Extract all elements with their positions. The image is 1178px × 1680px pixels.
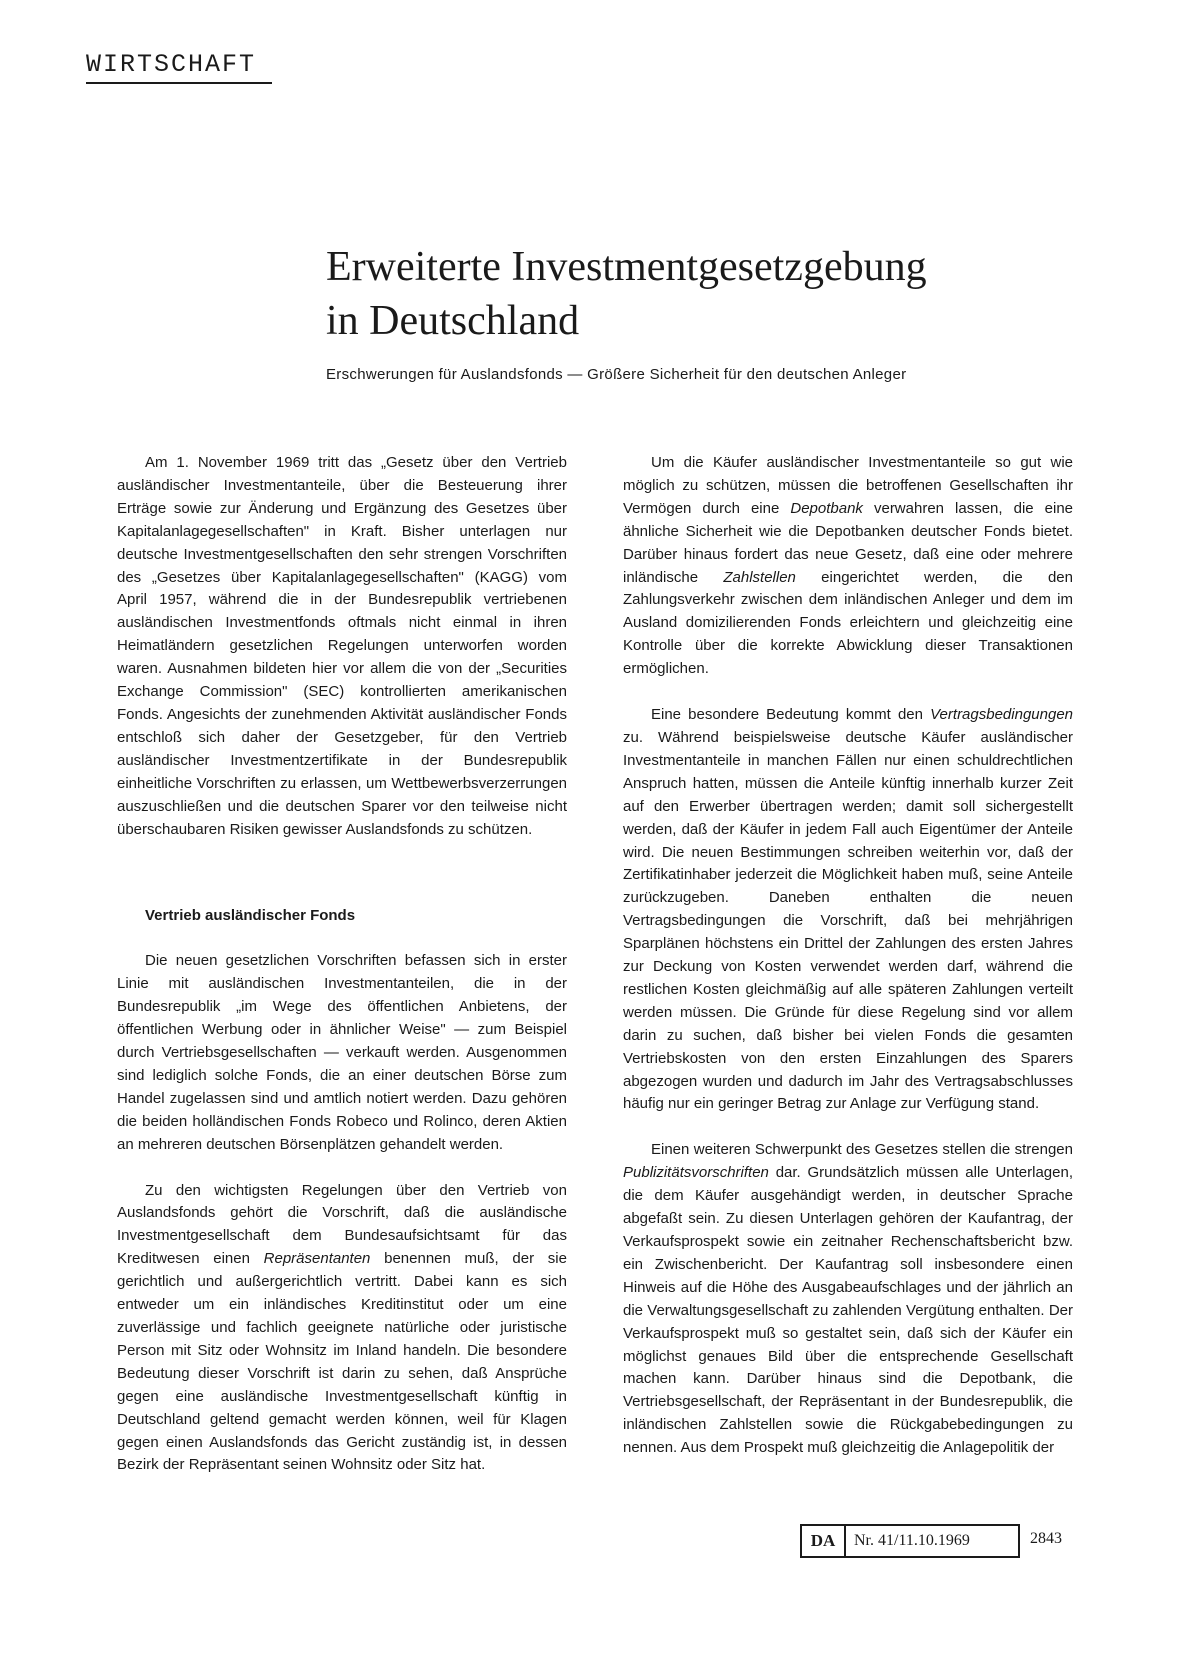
- section-label: WIRTSCHAFT: [86, 50, 257, 79]
- subheading: Vertrieb ausländischer Fonds: [145, 907, 356, 925]
- paragraph: Um die Käufer ausländischer Investmentanteile so gut wie möglich zu schützen, müssen die betroffenen Gesellschaften ihr Vermögen durch eine Depotbank verwahren lassen, die eine ähnliche Sicherheit wie die Depotbanken deutscher Fonds bietet. Darüber hinaus fordert das neue Gesetz, daß eine oder mehrere inländische Zahlstellen eingerichtet werden, die den Zahlungsverkehr zwischen dem inländischen Anleger und dem im Ausland domizilierenden Fonds erleichtern und gleichzeitig eine Kontrolle über die korrekte Abwicklung dieser Transaktionen ermöglichen.: [623, 454, 1074, 678]
- paragraph: Zu den wichtigsten Regelungen über den Vertrieb von Auslandsfonds gehört die Vorschrift, daß die ausländische Investmentgesellschaft dem Bundesaufsichtsamt für das Kreditwesen einen Repräsentanten benennen muß, der sie gerichtlich und außergerichtlich vertritt. Dabei kann es sich entweder um ein inländisches Kreditinstitut oder um eine zuverlässige und fachlich geeignete natürliche oder juristische Person mit Sitz oder Wohnsitz im Inland handeln. Die besondere Bedeutung dieser Vorschrift ist darin zu sehen, daß Ansprüche gegen eine ausländische Investmentgesellschaft künftig in Deutschland geltend gemacht werden können, weil für Klagen gegen einen Auslandsfonds das Gericht zuständig ist, in dessen Bezirk der Repräsentant seinen Wohnsitz oder Sitz hat.: [117, 1181, 567, 1474]
- section-underline: [86, 82, 272, 84]
- article-title: [326, 240, 1126, 348]
- right-column: [623, 452, 1073, 1460]
- paragraph: Die neuen gesetzlichen Vorschriften befassen sich in erster Linie mit ausländischen Investmentanteilen, die in der Bundesrepublik „im Wege des öffentlichen Anbietens, der öffentlichen Werbung oder in ähnlicher Weise" — zum Beispiel durch Vertriebsgesellschaften — verkauft werden. Ausgenommen sind lediglich solche Fonds, die an einer deutschen Börse zum Handel zugelassen sind und amtlich notiert werden. Dazu gehören die beiden holländischen Fonds Robeco und Rolinco, deren Aktien an mehreren deutschen Börsenplätzen gehandelt werden.: [117, 952, 567, 1153]
- title-line-2: in Deutschland: [326, 298, 580, 344]
- paragraph: Einen weiteren Schwerpunkt des Gesetzes stellen die strengen Publizitätsvorschriften dar. Grundsätzlich müssen alle Unterlagen, die dem Käufer ausgehändigt werden, in deutscher Sprache abgefaßt sein. Zu diesen Unterlagen gehören der Kaufantrag, der Verkaufsprospekt sowie ein zeitnaher Rechenschaftsbericht bzw. ein Zwischenbericht. Der Kaufantrag soll insbesondere einen Hinweis auf die Höhe des Ausgabeaufschlages und der jährlich an die Verwaltungsgesellschaft zu zahlenden Vergütung enthalten. Der Verkaufsprospekt muß so gestaltet sein, daß sich der Käufer ein möglichst genaues Bild über die entsprechende Gesellschaft machen kann. Darüber hinaus sind die Depotbank, die Vertriebsgesellschaft, der Repräsentant in der Bundesrepublik, die inländischen Zahlstellen sowie die Rückgabebedingungen zu nennen. Aus dem Prospekt muß gleichzeitig die Anlagepolitik der: [623, 1141, 1073, 1457]
- issue-number: Nr. 41/11.10.1969: [854, 1532, 970, 1549]
- page-number: 2843: [1030, 1530, 1062, 1547]
- publication-logo: DA: [802, 1526, 846, 1556]
- emphasis: Publizitätsvorschriften: [623, 1164, 769, 1182]
- paragraph: Am 1. November 1969 tritt das „Gesetz über den Vertrieb ausländischer Investmentanteile, über die Besteuerung ihrer Erträge sowie zur Änderung und Ergänzung des Gesetzes über Kapitalanlagegesellschaften" in Kraft. Bisher unterlagen nur deutsche Investmentgesellschaften den sehr strengen Vorschriften des „Gesetzes über Kapitalanlagegesellschaften" (KAGG) vom April 1957, während die in der Bundesrepublik vertriebenen ausländischen Investmentfonds oftmals nicht einmal in ihren Heimatländern gesetzlichen Regelungen unterworfen worden waren. Ausnahmen bildeten hier vor allem die von der „Securities Exchange Commission" (SEC) kontrollierten amerikanischen Fonds. Angesichts der zunehmenden Aktivität ausländischer Fonds entschloß sich daher der Gesetzgeber, für den Vertrieb ausländischer Investmentzertifikate in der Bundesrepublik einheitliche Vorschriften zu erlassen, um Wettbewerbsverzerrungen auszuschließen und die deutschen Sparer vor den teilweise nicht überschaubaren Risiken gewisser Auslandsfonds zu schützen.: [117, 454, 567, 838]
- emphasis: Depotbank: [790, 499, 863, 517]
- title-line-1: Erweiterte Investmentgesetzgebung: [326, 244, 927, 290]
- emphasis: Vertragsbedingungen: [930, 706, 1073, 724]
- left-column: [117, 452, 567, 1477]
- paragraph: Eine besondere Bedeutung kommt den Vertragsbedingungen zu. Während beispielsweise deutsche Käufer ausländischer Investmentanteile in manchen Fällen nur einen schuldrechtlichen Anspruch hatten, müssen die Anteile künftig innerhalb kurzer Zeit auf den Erwerber übertragen werden; damit soll sichergestellt werden, daß der Käufer in jedem Fall auch Eigentümer der Anteile wird. Die neuen Bestimmungen schreiben weiterhin vor, daß der Zertifikatinhaber jederzeit die Möglichkeit haben muß, seine Anteile zurückzugeben. Daneben enthalten die neuen Vertragsbedingungen die Vorschrift, daß bei mehrjährigen Sparplänen höchstens ein Drittel der Zahlungen des ersten Jahres zur Deckung von Kosten verwendet werden darf, während die restlichen Kosten gleichmäßig auf alle späteren Zahlungen verteilt werden müssen. Die Gründe für diese Regelung sind vor allem darin zu suchen, daß bisher bei vielen Fonds die gesamten Vertriebskosten von den ersten Einzahlungen des Sparers abgezogen wurden und dadurch im Jahr des Vertragsabschlusses häufig nur ein geringer Betrag zur Anlage zur Verfügung stand.: [623, 706, 1073, 1113]
- emphasis: Repräsentanten: [263, 1250, 371, 1268]
- issue-box: [800, 1524, 1020, 1558]
- emphasis: Zahlstellen: [723, 568, 796, 586]
- article-subtitle: Erschwerungen für Auslandsfonds — Größere Sicherheit für den deutschen Anleger: [326, 366, 907, 383]
